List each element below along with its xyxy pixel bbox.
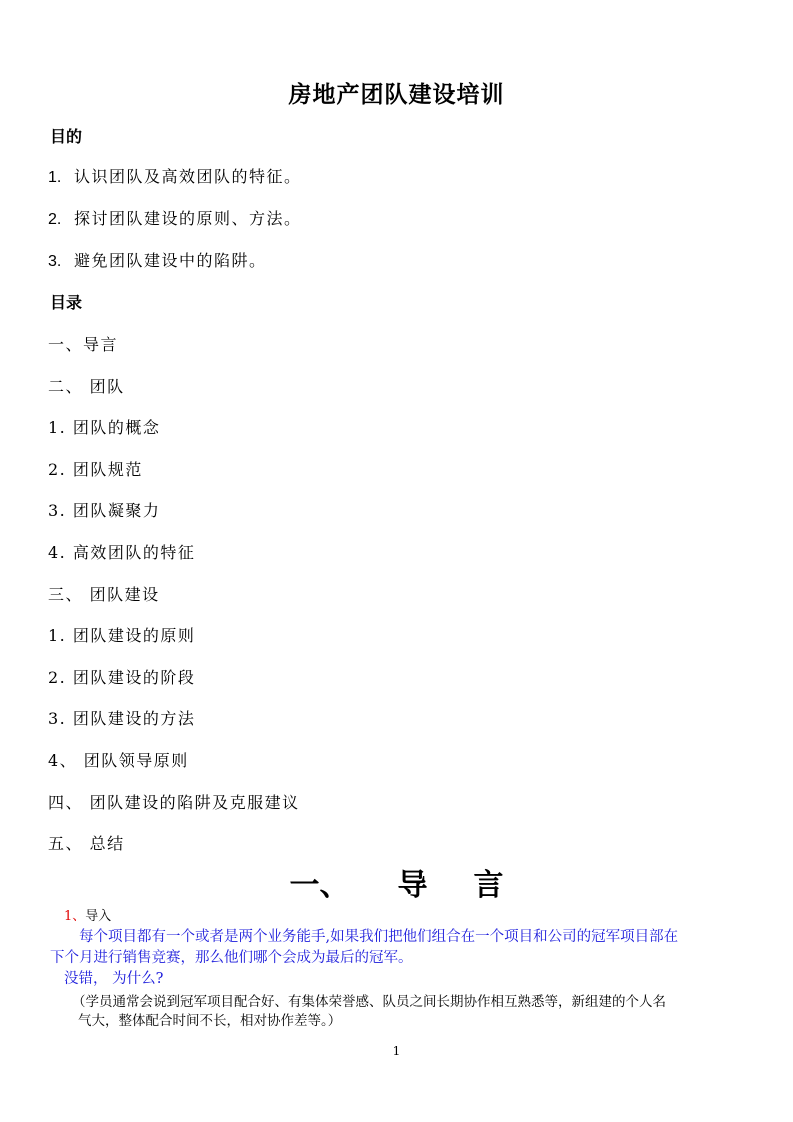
purpose-item — [48, 248, 267, 271]
document-title: 房地产团队建设培训 — [288, 81, 505, 108]
purpose-item — [48, 164, 302, 187]
section-heading — [0, 860, 793, 904]
toc-item: 3. 团队凝聚力 — [48, 501, 161, 520]
subsection-label — [64, 905, 111, 924]
toc-item: 四、 团队建设的陷阱及克服建议 — [48, 793, 300, 812]
subsection-title: 导入 — [85, 909, 112, 924]
trainee-note-line: 气大，整体配合时间不长，相对协作差等。） — [78, 1013, 342, 1029]
toc-item: 4. 高效团队的特征 — [48, 543, 196, 562]
page-number: 1 — [392, 1044, 401, 1058]
toc-item: 3. 团队建设的方法 — [48, 709, 196, 728]
toc-item: 1. 团队的概念 — [48, 418, 161, 437]
purpose-item-number: 2. — [48, 211, 62, 228]
intro-answer: 没错， 为什么? — [64, 971, 164, 987]
toc-item: 三、 团队建设 — [48, 585, 160, 604]
toc-item: 2. 团队规范 — [48, 460, 143, 479]
toc-item: 二、 团队 — [48, 377, 125, 396]
intro-question-line: 每个项目都有一个或者是两个业务能手,如果我们把他们组合在一个项目和公司的冠军项目部在 — [79, 929, 679, 945]
purpose-label: 目的 — [50, 127, 83, 146]
purpose-item-number: 3. — [48, 253, 62, 270]
toc-item: 4、 团队领导原则 — [48, 751, 189, 770]
section-heading-char: 导 — [397, 868, 428, 903]
section-heading-char: 言 — [473, 868, 504, 903]
trainee-note-line: （学员通常会说到冠军项目配合好、有集体荣誉感、队员之间长期协作相互熟悉等，新组建的个人名 — [72, 994, 666, 1010]
subsection-number: 1、 — [64, 909, 86, 924]
toc-item: 一、导言 — [48, 335, 119, 354]
purpose-item — [48, 206, 302, 229]
purpose-item-text: 认识团队及高效团队的特征。 — [74, 167, 302, 186]
toc-item: 2. 团队建设的阶段 — [48, 668, 196, 687]
purpose-item-text: 探讨团队建设的原则、方法。 — [74, 209, 302, 228]
toc-item: 1. 团队建设的原则 — [48, 626, 196, 645]
section-heading-number: 一、 — [289, 868, 350, 903]
toc-label: 目录 — [50, 293, 83, 312]
intro-question-line: 下个月进行销售竞赛，那么他们哪个会成为最后的冠军。 — [50, 950, 413, 966]
purpose-item-number: 1. — [48, 169, 62, 186]
toc-item: 五、 总结 — [48, 834, 125, 853]
purpose-item-text: 避免团队建设中的陷阱。 — [74, 251, 267, 270]
